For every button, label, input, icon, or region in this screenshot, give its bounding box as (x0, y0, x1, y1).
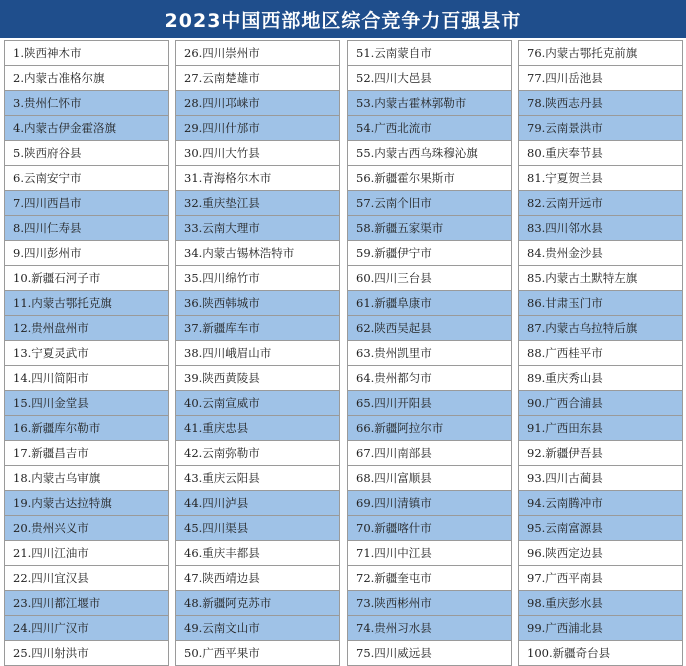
ranking-item: 80.重庆奉节县 (519, 141, 682, 166)
ranking-item: 49.云南文山市 (176, 616, 339, 641)
ranking-item: 34.内蒙古锡林浩特市 (176, 241, 339, 266)
ranking-item: 90.广西合浦县 (519, 391, 682, 416)
ranking-item: 29.四川什邡市 (176, 116, 339, 141)
ranking-item: 21.四川江油市 (5, 541, 168, 566)
ranking-item: 96.陕西定边县 (519, 541, 682, 566)
ranking-item: 79.云南景洪市 (519, 116, 682, 141)
ranking-item: 51.云南蒙自市 (348, 41, 511, 66)
ranking-item: 83.四川邻水县 (519, 216, 682, 241)
ranking-item: 43.重庆云阳县 (176, 466, 339, 491)
ranking-item: 3.贵州仁怀市 (5, 91, 168, 116)
ranking-item: 27.云南楚雄市 (176, 66, 339, 91)
ranking-item: 93.四川古蔺县 (519, 466, 682, 491)
ranking-item: 67.四川南部县 (348, 441, 511, 466)
ranking-item: 87.内蒙古乌拉特后旗 (519, 316, 682, 341)
ranking-item: 42.云南弥勒市 (176, 441, 339, 466)
ranking-item: 33.云南大理市 (176, 216, 339, 241)
ranking-item: 24.四川广汉市 (5, 616, 168, 641)
ranking-item: 20.贵州兴义市 (5, 516, 168, 541)
ranking-item: 39.陕西黄陵县 (176, 366, 339, 391)
ranking-item: 6.云南安宁市 (5, 166, 168, 191)
ranking-item: 12.贵州盘州市 (5, 316, 168, 341)
ranking-item: 75.四川威远县 (348, 641, 511, 666)
ranking-item: 40.云南宣威市 (176, 391, 339, 416)
ranking-item: 60.四川三台县 (348, 266, 511, 291)
ranking-item: 74.贵州习水县 (348, 616, 511, 641)
ranking-item: 86.甘肃玉门市 (519, 291, 682, 316)
ranking-item: 10.新疆石河子市 (5, 266, 168, 291)
ranking-item: 94.云南腾冲市 (519, 491, 682, 516)
ranking-column-4 (518, 40, 683, 666)
ranking-table (4, 40, 682, 660)
ranking-item: 100.新疆奇台县 (519, 641, 682, 666)
ranking-item: 71.四川中江县 (348, 541, 511, 566)
ranking-item: 2.内蒙古准格尔旗 (5, 66, 168, 91)
ranking-item: 35.四川绵竹市 (176, 266, 339, 291)
ranking-item: 11.内蒙古鄂托克旗 (5, 291, 168, 316)
ranking-item: 53.内蒙古霍林郭勒市 (348, 91, 511, 116)
title-bar (0, 0, 686, 38)
ranking-item: 73.陕西彬州市 (348, 591, 511, 616)
ranking-item: 44.四川泸县 (176, 491, 339, 516)
ranking-item: 15.四川金堂县 (5, 391, 168, 416)
ranking-item: 32.重庆垫江县 (176, 191, 339, 216)
ranking-item: 31.青海格尔木市 (176, 166, 339, 191)
ranking-column-1 (4, 40, 169, 666)
ranking-item: 78.陕西志丹县 (519, 91, 682, 116)
ranking-item: 19.内蒙古达拉特旗 (5, 491, 168, 516)
ranking-item: 4.内蒙古伊金霍洛旗 (5, 116, 168, 141)
ranking-item: 68.四川富顺县 (348, 466, 511, 491)
ranking-item: 1.陕西神木市 (5, 41, 168, 66)
ranking-item: 89.重庆秀山县 (519, 366, 682, 391)
ranking-item: 50.广西平果市 (176, 641, 339, 666)
ranking-item: 7.四川西昌市 (5, 191, 168, 216)
ranking-item: 57.云南个旧市 (348, 191, 511, 216)
ranking-item: 91.广西田东县 (519, 416, 682, 441)
ranking-item: 47.陕西靖边县 (176, 566, 339, 591)
ranking-item: 58.新疆五家渠市 (348, 216, 511, 241)
ranking-item: 62.陕西吴起县 (348, 316, 511, 341)
ranking-item: 82.云南开远市 (519, 191, 682, 216)
ranking-item: 69.四川清镇市 (348, 491, 511, 516)
ranking-item: 66.新疆阿拉尔市 (348, 416, 511, 441)
page-title: 2023中国西部地区综合竞争力百强县市 (164, 9, 522, 32)
ranking-item: 9.四川彭州市 (5, 241, 168, 266)
ranking-item: 22.四川宜汉县 (5, 566, 168, 591)
ranking-item: 70.新疆喀什市 (348, 516, 511, 541)
ranking-item: 98.重庆彭水县 (519, 591, 682, 616)
ranking-item: 72.新疆奎屯市 (348, 566, 511, 591)
ranking-item: 25.四川射洪市 (5, 641, 168, 666)
ranking-column-3 (347, 40, 512, 666)
ranking-item: 36.陕西韩城市 (176, 291, 339, 316)
ranking-item: 84.贵州金沙县 (519, 241, 682, 266)
ranking-item: 38.四川峨眉山市 (176, 341, 339, 366)
ranking-item: 16.新疆库尔勒市 (5, 416, 168, 441)
ranking-item: 13.宁夏灵武市 (5, 341, 168, 366)
ranking-item: 48.新疆阿克苏市 (176, 591, 339, 616)
ranking-item: 77.四川岳池县 (519, 66, 682, 91)
ranking-item: 28.四川邛崃市 (176, 91, 339, 116)
ranking-item: 99.广西浦北县 (519, 616, 682, 641)
ranking-item: 37.新疆库车市 (176, 316, 339, 341)
ranking-item: 5.陕西府谷县 (5, 141, 168, 166)
ranking-item: 30.四川大竹县 (176, 141, 339, 166)
ranking-item: 54.广西北流市 (348, 116, 511, 141)
ranking-item: 95.云南富源县 (519, 516, 682, 541)
ranking-item: 46.重庆丰都县 (176, 541, 339, 566)
ranking-item: 81.宁夏贺兰县 (519, 166, 682, 191)
ranking-item: 17.新疆昌吉市 (5, 441, 168, 466)
ranking-item: 65.四川开阳县 (348, 391, 511, 416)
ranking-item: 23.四川都江堰市 (5, 591, 168, 616)
ranking-item: 76.内蒙古鄂托克前旗 (519, 41, 682, 66)
ranking-item: 92.新疆伊吾县 (519, 441, 682, 466)
ranking-item: 97.广西平南县 (519, 566, 682, 591)
ranking-item: 8.四川仁寿县 (5, 216, 168, 241)
ranking-item: 63.贵州凯里市 (348, 341, 511, 366)
ranking-item: 26.四川崇州市 (176, 41, 339, 66)
ranking-item: 56.新疆霍尔果斯市 (348, 166, 511, 191)
ranking-item: 14.四川简阳市 (5, 366, 168, 391)
ranking-item: 45.四川渠县 (176, 516, 339, 541)
ranking-item: 55.内蒙古西乌珠穆沁旗 (348, 141, 511, 166)
ranking-item: 52.四川大邑县 (348, 66, 511, 91)
ranking-item: 18.内蒙古乌审旗 (5, 466, 168, 491)
ranking-item: 41.重庆忠县 (176, 416, 339, 441)
ranking-item: 64.贵州都匀市 (348, 366, 511, 391)
ranking-item: 59.新疆伊宁市 (348, 241, 511, 266)
ranking-item: 88.广西桂平市 (519, 341, 682, 366)
ranking-column-2 (175, 40, 340, 666)
ranking-item: 61.新疆阜康市 (348, 291, 511, 316)
ranking-item: 85.内蒙古土默特左旗 (519, 266, 682, 291)
